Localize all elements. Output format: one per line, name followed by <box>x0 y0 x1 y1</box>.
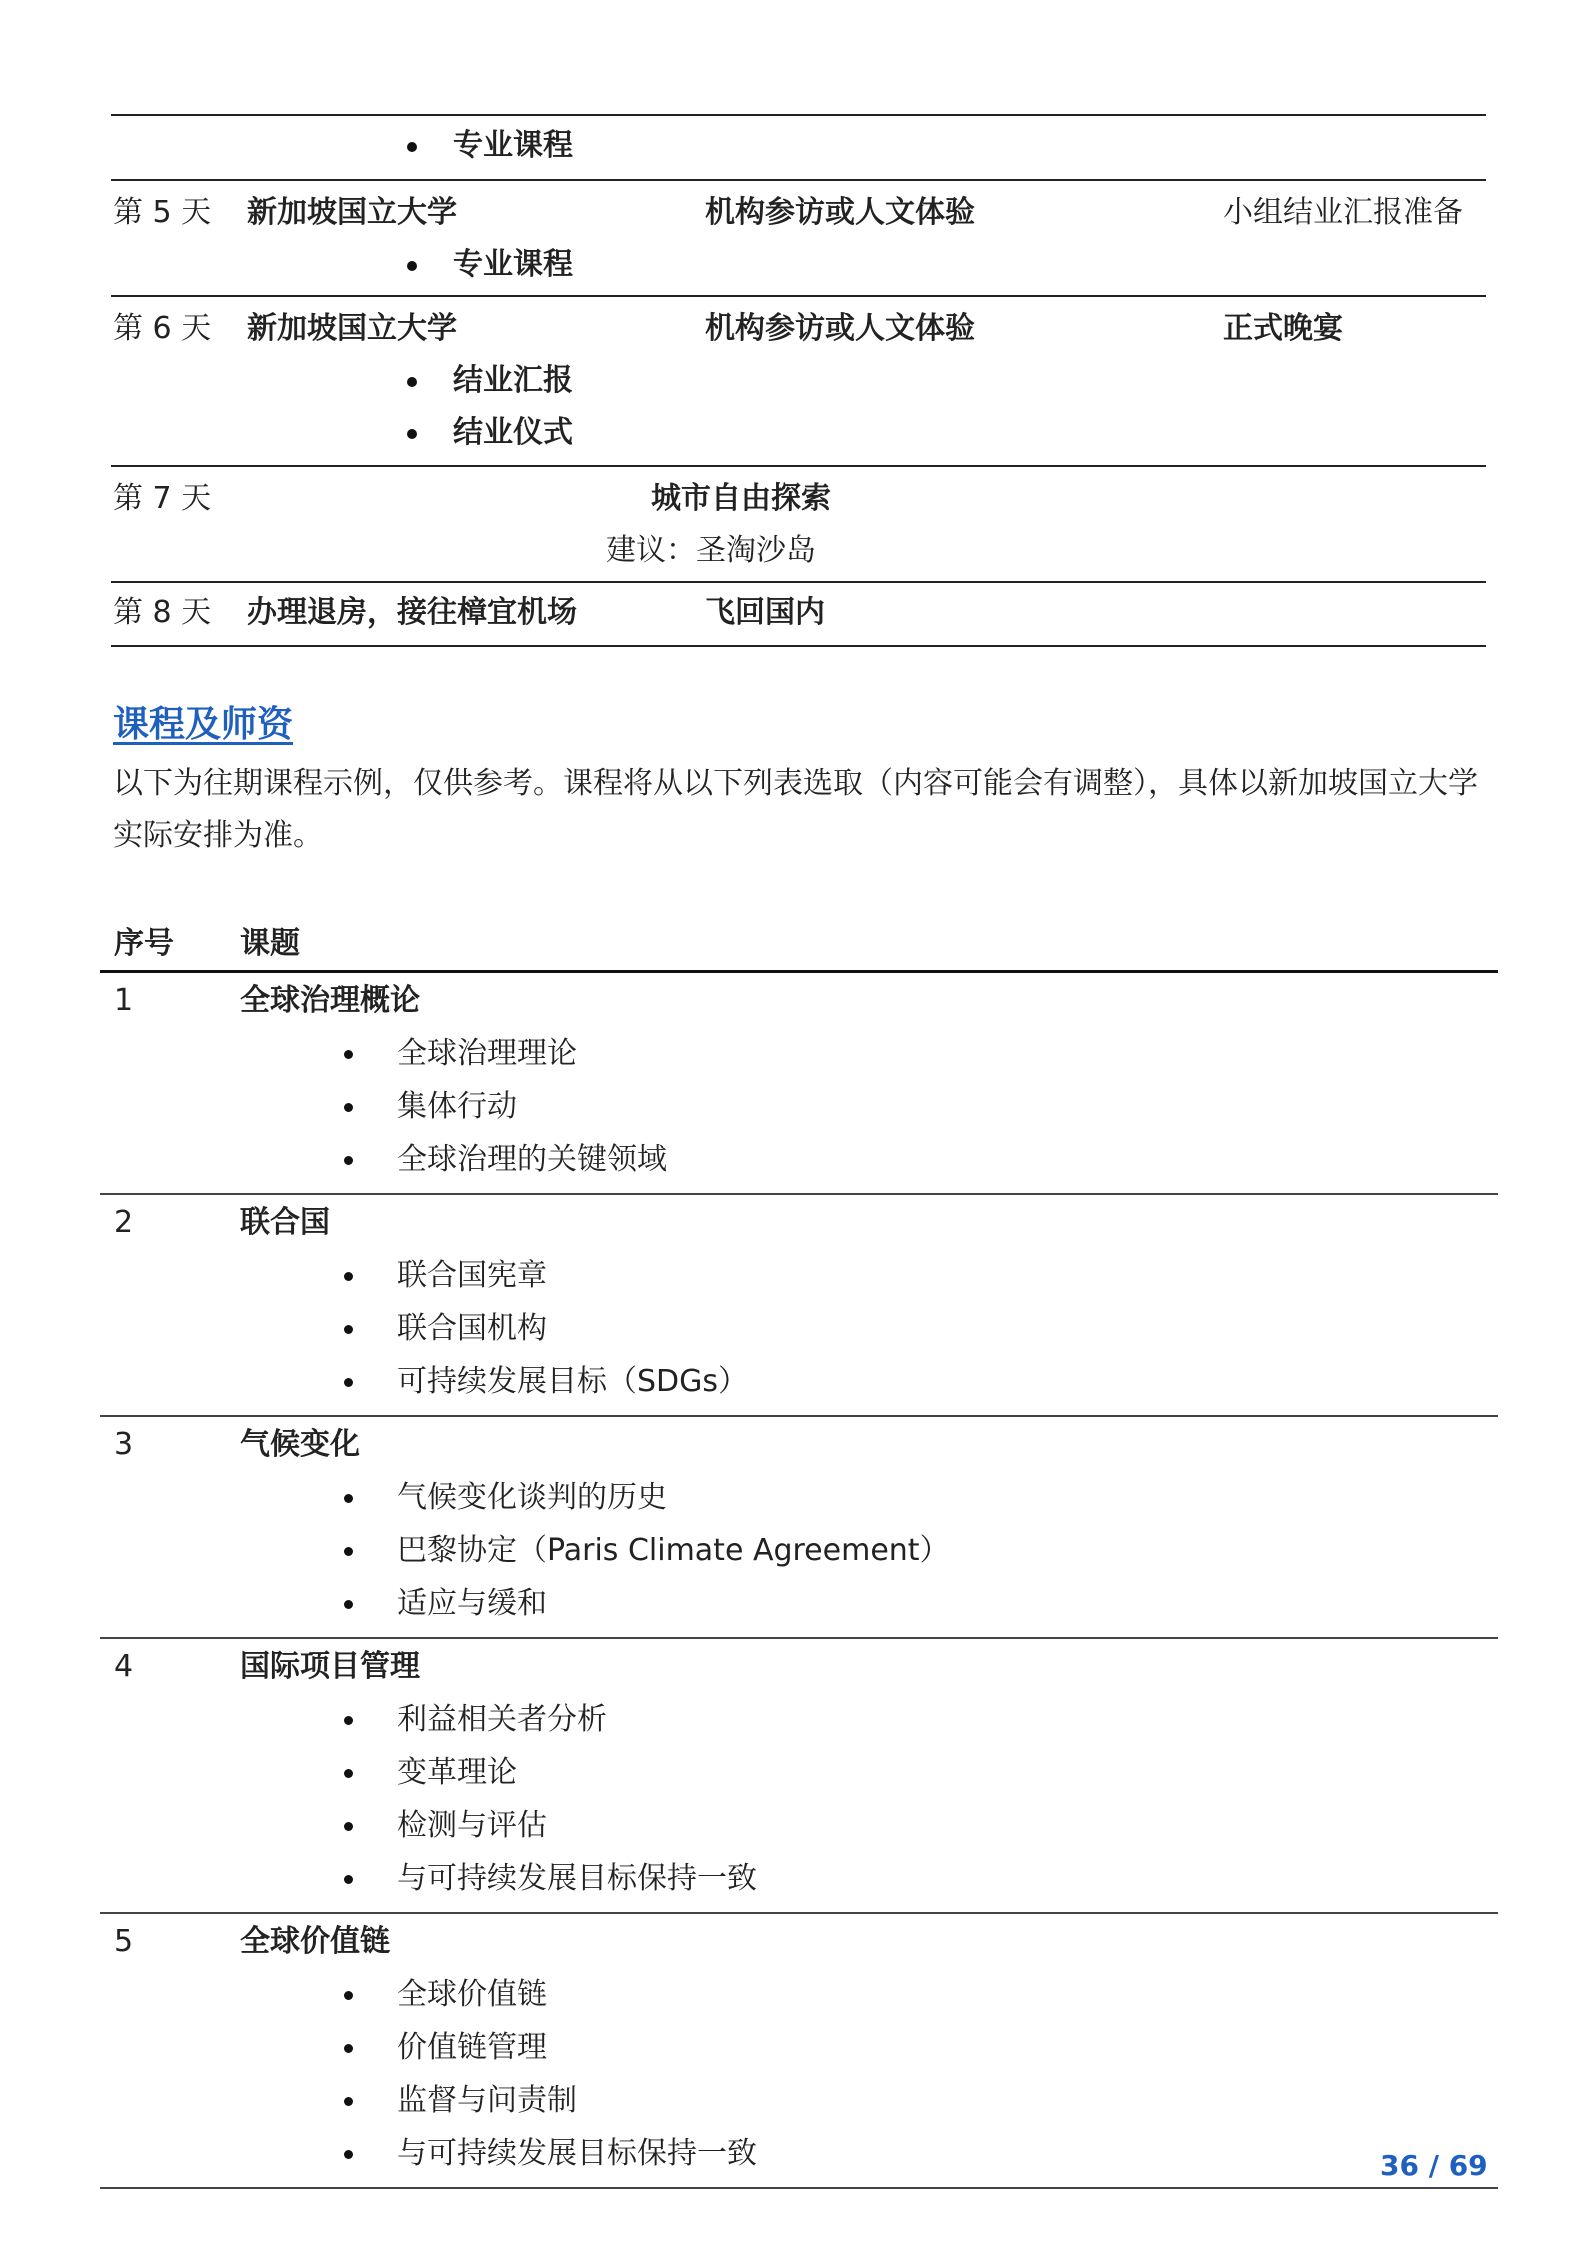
afternoon-activity: 飞回国内 <box>705 595 825 630</box>
bullet-dot <box>407 429 417 439</box>
subtopic-text: 与可持续发展目标保持一致 <box>397 1861 757 1896</box>
section-title: 课程及师资 <box>113 704 294 745</box>
subtopic-text: 价值链管理 <box>397 2030 547 2065</box>
day-label: 第 5 天 <box>113 195 212 230</box>
bullet-dot <box>344 1378 353 1387</box>
subtopic-text: 变革理论 <box>397 1755 517 1790</box>
bullet-text: 结业汇报 <box>453 363 573 398</box>
bullet-text: 专业课程 <box>453 128 573 163</box>
subtopic-text: 与可持续发展目标保持一致 <box>397 2136 757 2171</box>
itinerary-row-day8 <box>111 583 1486 647</box>
header-topic: 课题 <box>240 926 300 961</box>
free-exploration-title: 城市自由探索 <box>651 481 831 516</box>
course-row <box>100 1914 1498 2189</box>
bullet-dot <box>344 2150 353 2159</box>
course-number: 4 <box>114 1649 134 1684</box>
bullet-dot <box>344 1991 353 2000</box>
course-rows <box>100 973 1498 2189</box>
free-exploration-note: 建议：圣淘沙岛 <box>606 533 816 568</box>
bullet-dot <box>407 261 417 271</box>
itinerary-table <box>111 114 1486 647</box>
afternoon-activity: 机构参访或人文体验 <box>705 311 975 346</box>
course-row <box>100 1639 1498 1914</box>
course-row <box>100 1195 1498 1417</box>
bullet-dot <box>344 1600 353 1609</box>
day-label: 第 6 天 <box>113 311 212 346</box>
course-table <box>100 918 1498 2189</box>
course-table-header <box>100 918 1498 973</box>
bullet-dot <box>407 142 417 152</box>
itinerary-row-day7 <box>111 467 1486 583</box>
subtopic-text: 可持续发展目标（SDGs） <box>397 1364 749 1399</box>
subtopic-text: 巴黎协定（Paris Climate Agreement） <box>397 1533 950 1568</box>
bullet-dot <box>344 1822 353 1831</box>
subtopic-text: 适应与缓和 <box>397 1586 547 1621</box>
bullet-dot <box>407 377 417 387</box>
subtopic-text: 全球治理的关键领域 <box>397 1142 667 1177</box>
subtopic-text: 检测与评估 <box>397 1808 547 1843</box>
bullet-dot <box>344 1272 353 1281</box>
bullet-dot <box>344 1547 353 1556</box>
bullet-dot <box>344 1325 353 1334</box>
course-number: 2 <box>114 1205 134 1240</box>
bullet-dot <box>344 1494 353 1503</box>
bullet-dot <box>344 1050 353 1059</box>
subtopic-text: 气候变化谈判的历史 <box>397 1480 667 1515</box>
bullet-dot <box>344 1716 353 1725</box>
afternoon-activity: 机构参访或人文体验 <box>705 195 975 230</box>
course-title: 气候变化 <box>240 1427 360 1462</box>
course-row <box>100 1417 1498 1639</box>
course-title: 全球治理概论 <box>240 983 420 1018</box>
section-intro: 以下为往期课程示例，仅供参考。课程将从以下列表选取（内容可能会有调整），具体以新加坡国立大学实际安排为准。 <box>113 766 1478 853</box>
bullet-dot <box>344 2044 353 2053</box>
itinerary-row-day6 <box>111 297 1486 467</box>
subtopic-text: 联合国宪章 <box>397 1258 547 1293</box>
bullet-dot <box>344 1156 353 1165</box>
course-row <box>100 973 1498 1195</box>
course-title: 国际项目管理 <box>240 1649 420 1684</box>
itinerary-row <box>111 116 1486 181</box>
subtopic-text: 集体行动 <box>397 1089 517 1124</box>
morning-activity: 办理退房，接往樟宜机场 <box>247 595 577 630</box>
itinerary-row-day5 <box>111 181 1486 297</box>
subtopic-text: 全球治理理论 <box>397 1036 577 1071</box>
bullet-text: 结业仪式 <box>453 415 573 450</box>
evening-activity: 小组结业汇报准备 <box>1223 195 1463 230</box>
subtopic-text: 利益相关者分析 <box>397 1702 607 1737</box>
course-title: 联合国 <box>240 1205 330 1240</box>
subtopic-text: 全球价值链 <box>397 1977 547 2012</box>
bullet-text: 专业课程 <box>453 247 573 282</box>
subtopic-text: 联合国机构 <box>397 1311 547 1346</box>
course-number: 1 <box>114 983 134 1018</box>
header-num: 序号 <box>114 926 174 961</box>
bullet-dot <box>344 1103 353 1112</box>
bullet-dot <box>344 1875 353 1884</box>
day-label: 第 7 天 <box>113 481 212 516</box>
course-title: 全球价值链 <box>240 1924 390 1959</box>
subtopic-text: 监督与问责制 <box>397 2083 577 2118</box>
day-label: 第 8 天 <box>113 595 212 630</box>
page-number: 36 / 69 <box>1380 2149 1488 2182</box>
bullet-dot <box>344 1769 353 1778</box>
course-number: 3 <box>114 1427 134 1462</box>
bullet-dot <box>344 2097 353 2106</box>
evening-activity: 正式晚宴 <box>1223 311 1343 346</box>
morning-activity: 新加坡国立大学 <box>247 311 457 346</box>
morning-activity: 新加坡国立大学 <box>247 195 457 230</box>
course-number: 5 <box>114 1924 134 1959</box>
